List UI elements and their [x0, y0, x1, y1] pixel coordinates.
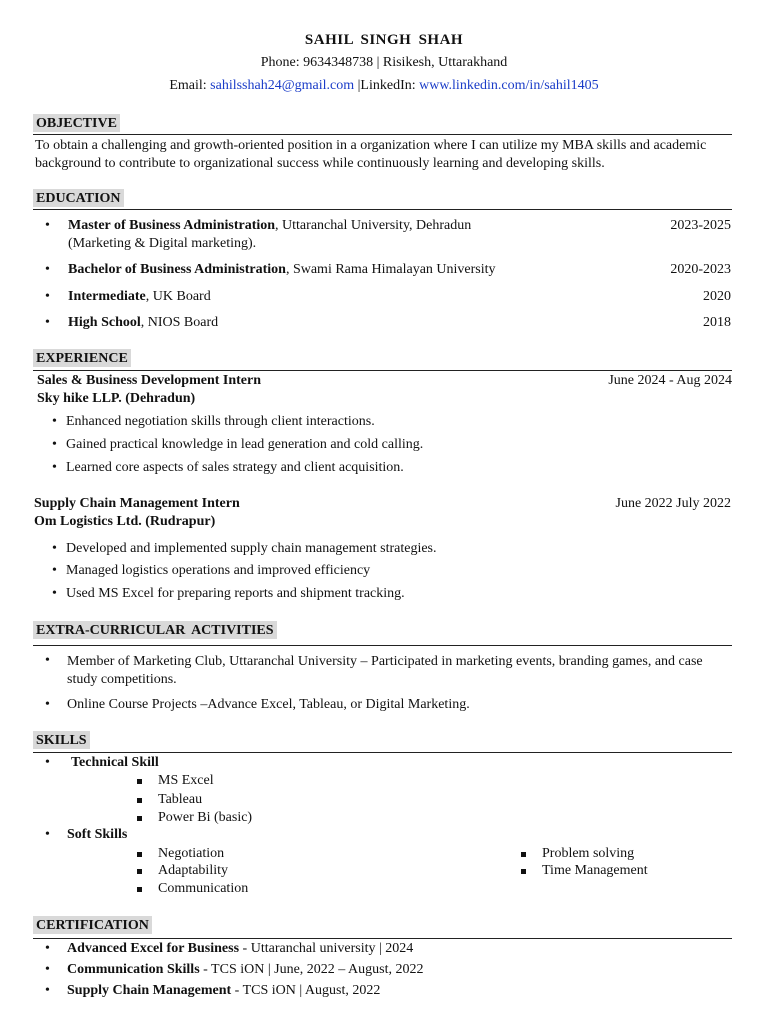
contact-email-linkedin — [0, 78, 768, 94]
education-year: 2023-2025 — [670, 218, 731, 233]
certification-item — [67, 962, 423, 978]
certification-item — [67, 983, 380, 999]
square-bullet — [137, 869, 142, 874]
skill-item: Communication — [158, 881, 249, 896]
bullet: • — [45, 262, 50, 277]
education-item — [68, 315, 218, 331]
job-point: Used MS Excel for preparing reports and shipment tracking. — [66, 586, 405, 601]
education-heading: EDUCATION — [33, 189, 124, 207]
section-divider — [33, 752, 732, 753]
job-point: Enhanced negotiation skills through client interactions. — [66, 414, 375, 429]
skill-item: Problem solving — [542, 846, 635, 861]
resume-name: SAHIL SINGH SHAH — [304, 32, 464, 48]
certification-detail: - Uttaranchal university | 2024 — [239, 941, 414, 956]
objective-heading: OBJECTIVE — [33, 114, 120, 132]
extracurricular-heading: EXTRA-CURRICULAR ACTIVITIES — [33, 621, 277, 639]
education-item — [68, 218, 471, 234]
bullet: • — [45, 218, 50, 233]
skill-item: Negotiation — [158, 846, 225, 861]
job-dates: June 2024 - Aug 2024 — [608, 373, 732, 388]
bullet: • — [52, 414, 57, 429]
skill-item: Time Management — [542, 863, 648, 878]
skill-item: Adaptability — [158, 863, 228, 878]
soft-skills-label: Soft Skills — [67, 827, 128, 842]
square-bullet — [137, 779, 142, 784]
bullet: • — [45, 315, 50, 330]
certification-name: Communication Skills — [67, 962, 200, 977]
skill-item: Power Bi (basic) — [158, 810, 253, 825]
job-point: Developed and implemented supply chain management strategies. — [66, 541, 437, 556]
institution: , Uttaranchal University, Dehradun — [275, 218, 472, 233]
square-bullet — [137, 852, 142, 857]
objective-text: To obtain a challenging and growth-oriented position in a organization where I can utilize my MBA skills and academic background to contribute to organizational success while continuously learning and developing skills. — [35, 138, 707, 171]
degree-name: Intermediate — [68, 289, 146, 304]
certification-name: Advanced Excel for Business — [67, 941, 240, 956]
skills-heading: SKILLS — [33, 731, 90, 749]
bullet: • — [52, 586, 57, 601]
email-link[interactable]: sahilsshah24@gmail.com — [210, 78, 355, 93]
bullet: • — [45, 289, 50, 304]
certification-name: Supply Chain Management — [67, 983, 232, 998]
institution: , NIOS Board — [140, 315, 219, 330]
education-year: 2020 — [703, 289, 731, 304]
bullet: • — [52, 437, 57, 452]
email-label: Email: — [169, 78, 211, 93]
bullet: • — [45, 941, 50, 956]
job-role: Sales & Business Development Intern — [37, 373, 262, 388]
square-bullet — [137, 816, 142, 821]
degree-name: Bachelor of Business Administration — [68, 262, 286, 277]
certification-item — [67, 941, 413, 957]
bullet: • — [45, 755, 50, 770]
bullet: • — [45, 697, 50, 712]
institution: , Swami Rama Himalayan University — [285, 262, 496, 277]
certification-heading: CERTIFICATION — [33, 916, 152, 934]
section-divider — [33, 209, 732, 210]
linkedin-link[interactable]: www.linkedin.com/in/sahil1405 — [419, 78, 599, 93]
contact-phone-location: Phone: 9634348738 | Risikesh, Uttarakhand — [260, 55, 508, 70]
degree-name: Master of Business Administration — [68, 218, 276, 233]
job-company: Sky hike LLP. (Dehradun) — [37, 391, 196, 406]
education-specialization: (Marketing & Digital marketing). — [68, 236, 257, 251]
bullet: • — [45, 983, 50, 998]
education-item — [68, 262, 496, 278]
square-bullet — [137, 798, 142, 803]
linkedin-label: |LinkedIn: — [354, 78, 420, 93]
skill-item: MS Excel — [158, 773, 214, 788]
section-divider — [33, 645, 732, 646]
bullet: • — [52, 541, 57, 556]
job-dates: June 2022 July 2022 — [615, 496, 731, 511]
certification-detail: - TCS iON | June, 2022 – August, 2022 — [199, 962, 424, 977]
job-point: Managed logistics operations and improved efficiency — [66, 563, 371, 578]
bullet: • — [45, 653, 50, 668]
square-bullet — [521, 852, 526, 857]
job-point: Learned core aspects of sales strategy and client acquisition. — [66, 460, 404, 475]
square-bullet — [521, 869, 526, 874]
degree-name: High School — [68, 315, 141, 330]
job-point: Gained practical knowledge in lead generation and cold calling. — [66, 437, 424, 452]
bullet: • — [52, 563, 57, 578]
activity-item: Member of Marketing Club, Uttaranchal University – Participated in marketing events, branding games, and case study competitions. — [67, 654, 703, 687]
bullet: • — [45, 827, 50, 842]
technical-skills-label: Technical Skill — [71, 755, 159, 770]
section-divider — [33, 938, 732, 939]
job-role: Supply Chain Management Intern — [34, 496, 240, 511]
education-year: 2020-2023 — [670, 262, 731, 277]
bullet: • — [45, 962, 50, 977]
institution: , UK Board — [145, 289, 211, 304]
education-item — [68, 289, 211, 305]
square-bullet — [137, 887, 142, 892]
job-company: Om Logistics Ltd. (Rudrapur) — [34, 514, 216, 529]
bullet: • — [52, 460, 57, 475]
activity-item: Online Course Projects –Advance Excel, Tableau, or Digital Marketing. — [67, 697, 470, 712]
certification-detail: - TCS iON | August, 2022 — [231, 983, 381, 998]
section-divider — [33, 370, 732, 371]
education-year: 2018 — [703, 315, 731, 330]
section-divider — [33, 134, 732, 135]
experience-heading: EXPERIENCE — [33, 349, 131, 367]
skill-item: Tableau — [158, 792, 203, 807]
